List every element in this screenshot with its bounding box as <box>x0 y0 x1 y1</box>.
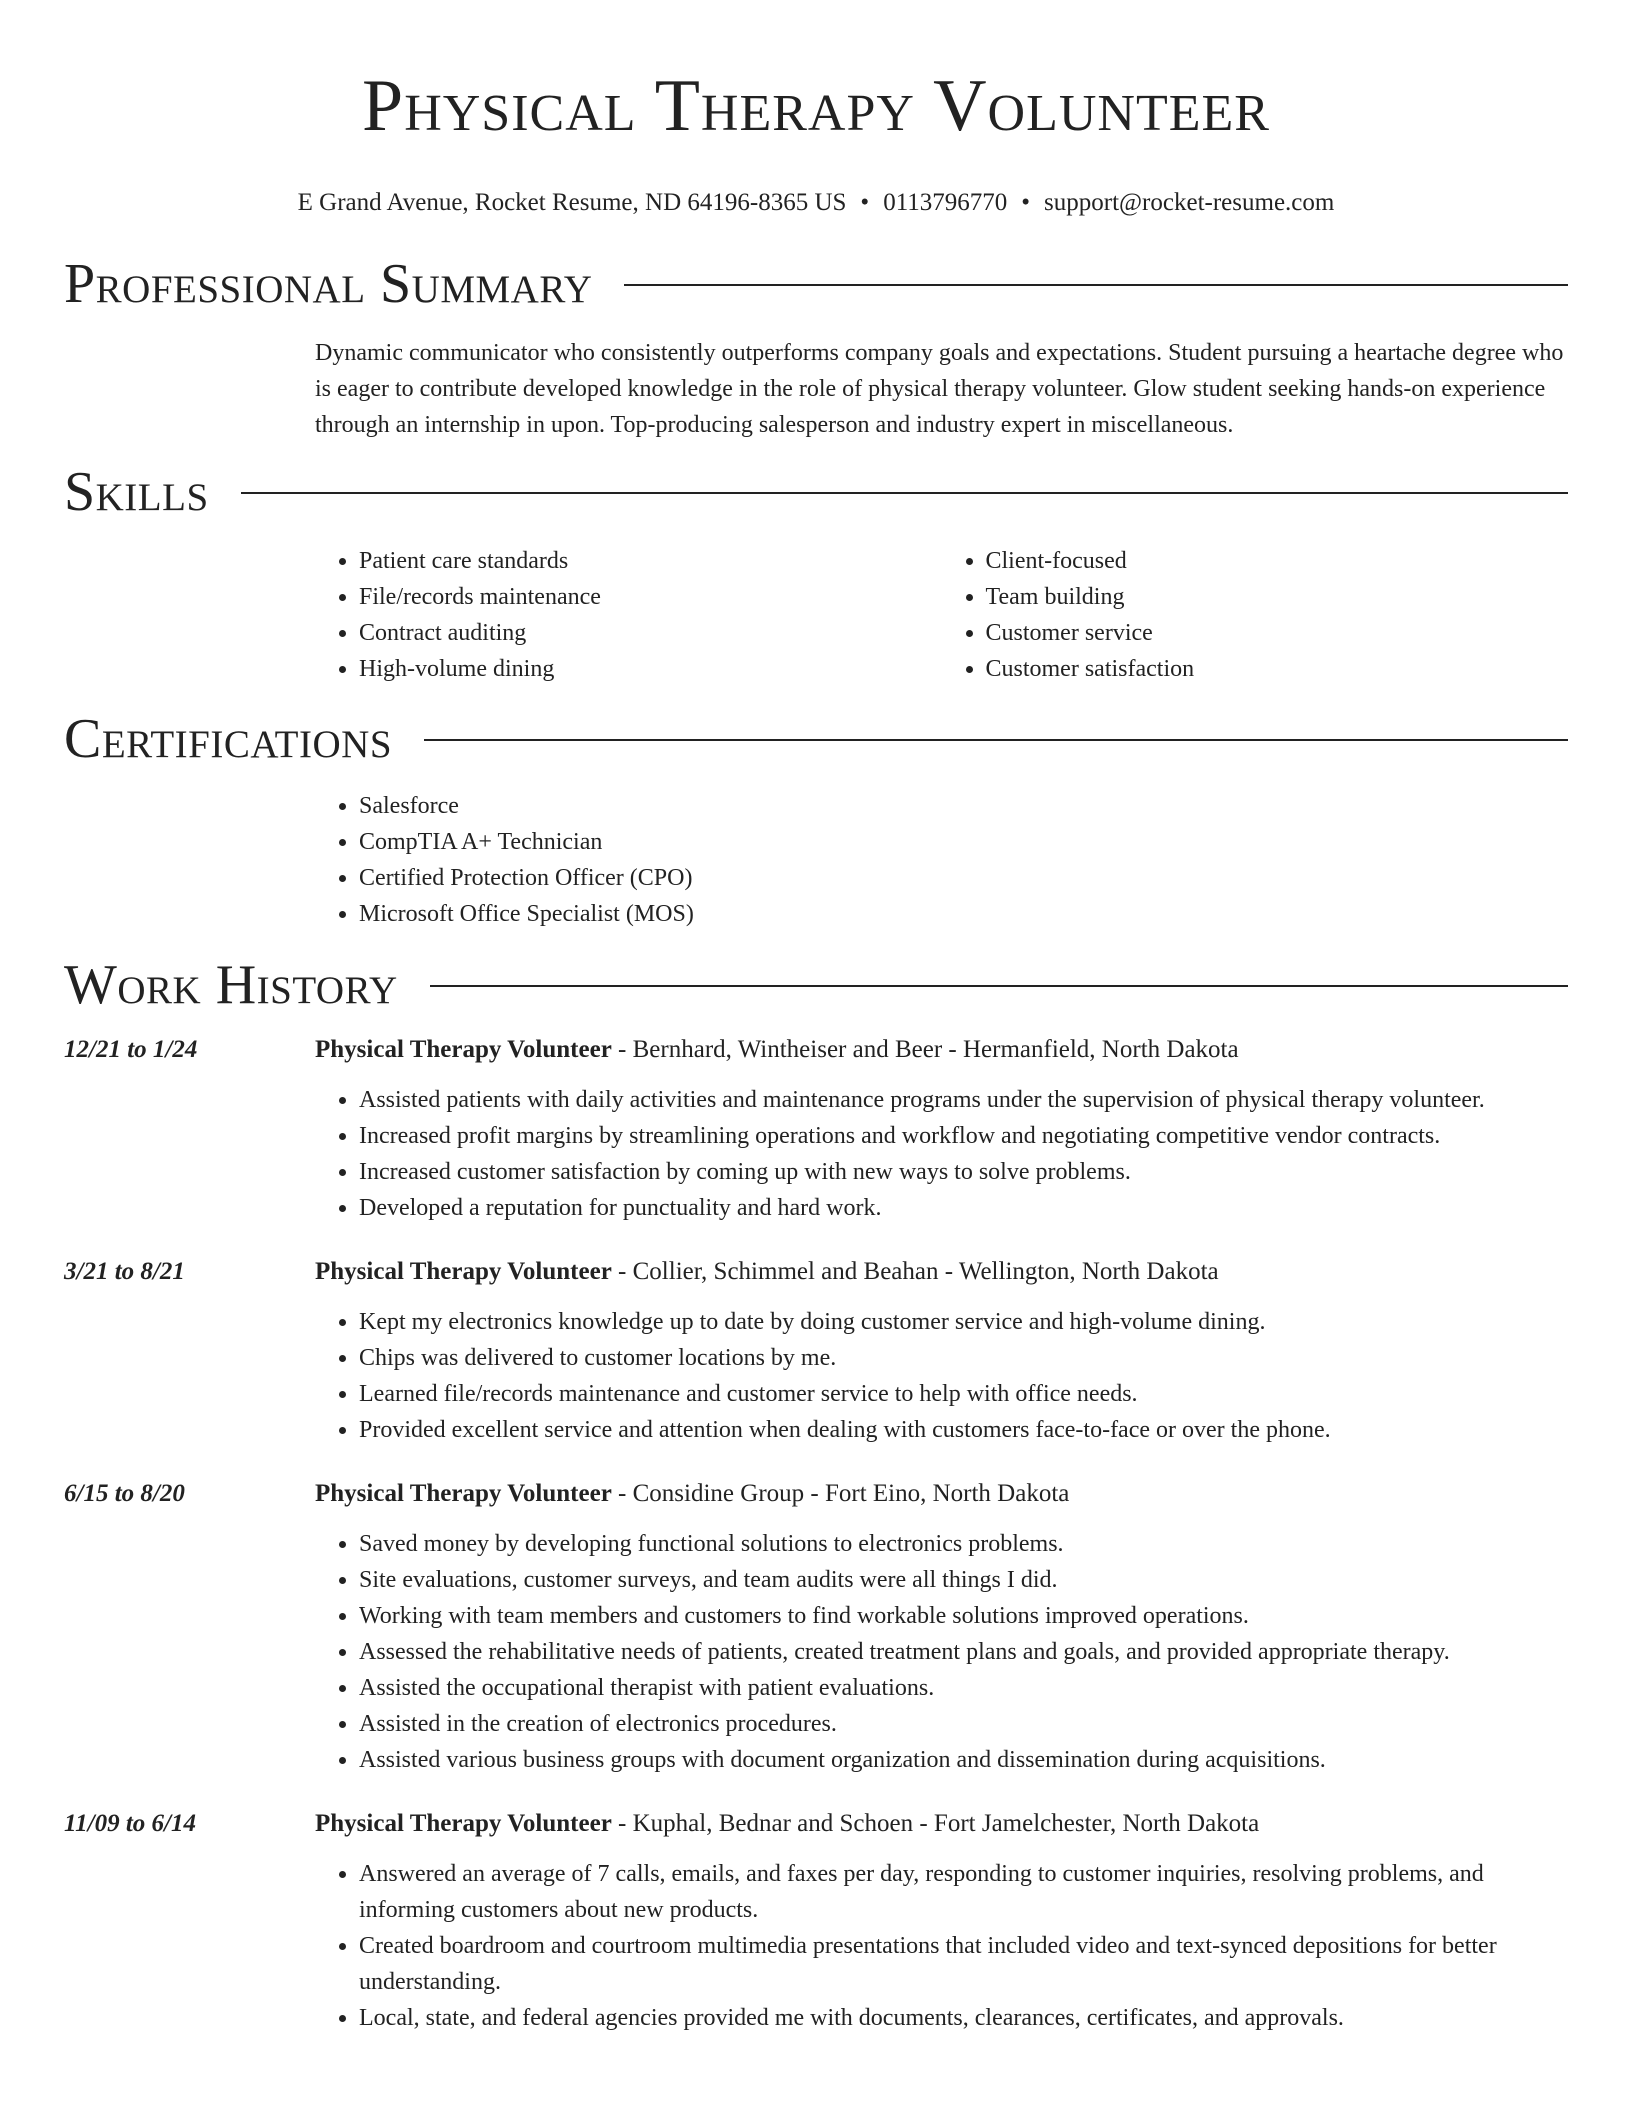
contact-email: support@rocket-resume.com <box>1044 189 1335 216</box>
skills-content <box>315 543 1568 687</box>
work-history-list <box>64 1032 1568 2036</box>
work-entry-dates: 12/21 to 1/24 <box>64 1036 198 1063</box>
skills-list-left <box>315 543 942 687</box>
list-item: • Assessed the rehabilitative needs of patients, created treatment plans and goals, and provided appropriate therapy. <box>359 1634 1568 1670</box>
list-item: • Chips was delivered to customer locations by me. <box>359 1340 1568 1376</box>
work-entry <box>64 1806 1568 2036</box>
section-divider <box>241 492 1568 494</box>
section-divider <box>424 739 1568 741</box>
list-item: • Assisted the occupational therapist with patient evaluations. <box>359 1670 1568 1706</box>
list-item: • Certified Protection Officer (CPO) <box>359 860 1568 896</box>
work-entry <box>64 1254 1568 1448</box>
work-entry-title: Physical Therapy Volunteer <box>315 1480 612 1507</box>
work-entry-title: Physical Therapy Volunteer <box>315 1036 612 1063</box>
work-entry-title: Physical Therapy Volunteer <box>315 1258 612 1285</box>
list-item: • Working with team members and customers to find workable solutions improved operations. <box>359 1598 1568 1634</box>
list-item: • Client-focused <box>986 543 1569 579</box>
work-entry-body <box>315 1254 1568 1448</box>
list-item: • High-volume dining <box>359 651 942 687</box>
list-item: • Increased profit margins by streamlining operations and workflow and negotiating competitive vendor contracts. <box>359 1118 1568 1154</box>
work-entry-body <box>315 1032 1568 1226</box>
work-entry <box>64 1476 1568 1778</box>
list-item: • Created boardroom and courtroom multimedia presentations that included video and text-synced depositions for better understanding. <box>359 1928 1568 2000</box>
list-item: • Customer satisfaction <box>986 651 1569 687</box>
list-item: • Assisted in the creation of electronics procedures. <box>359 1706 1568 1742</box>
summary-section-header <box>64 249 1568 319</box>
work-entry-employer: - Collier, Schimmel and Beahan - Wellington, North Dakota <box>611 1258 1219 1285</box>
certifications-section-header <box>64 704 1568 774</box>
work-entry-title-line <box>315 1254 1568 1290</box>
list-item: • Saved money by developing functional solutions to electronics problems. <box>359 1526 1568 1562</box>
skills-section-header <box>64 457 1568 527</box>
list-item: • Patient care standards <box>359 543 942 579</box>
list-item: • CompTIA A+ Technician <box>359 824 1568 860</box>
work-entry-title: Physical Therapy Volunteer <box>315 1810 612 1837</box>
work-entry-title-line <box>315 1032 1568 1068</box>
work-entry-employer: - Kuphal, Bednar and Schoen - Fort Jamelchester, North Dakota <box>611 1810 1260 1837</box>
skills-list-right <box>942 543 1569 687</box>
list-item: • Developed a reputation for punctuality and hard work. <box>359 1190 1568 1226</box>
list-item: • Customer service <box>986 615 1569 651</box>
contact-line <box>64 188 1568 218</box>
contact-separator: • <box>860 189 870 216</box>
summary-heading: Professional Summary <box>64 253 593 315</box>
section-divider <box>430 985 1568 987</box>
list-item: • Assisted various business groups with document organization and dissemination during acquisitions. <box>359 1742 1568 1778</box>
list-item: • Local, state, and federal agencies provided me with documents, clearances, certificates, and approvals. <box>359 2000 1568 2036</box>
work-entry-bullets <box>315 1526 1568 1778</box>
summary-content <box>315 335 1568 443</box>
work-entry-employer: - Considine Group - Fort Eino, North Dakota <box>611 1480 1070 1507</box>
list-item: • Site evaluations, customer surveys, and team audits were all things I did. <box>359 1562 1568 1598</box>
list-item: • Provided excellent service and attention when dealing with customers face-to-face or over the phone. <box>359 1412 1568 1448</box>
work-entry-dates: 6/15 to 8/20 <box>64 1480 185 1507</box>
list-item: • Learned file/records maintenance and customer service to help with office needs. <box>359 1376 1568 1412</box>
work-entry-title-line <box>315 1806 1568 1842</box>
certifications-list <box>315 788 1568 932</box>
resume-name: Physical Therapy Volunteer <box>362 65 1270 147</box>
list-item: • Salesforce <box>359 788 1568 824</box>
work-entry <box>64 1032 1568 1226</box>
list-item: • Increased customer satisfaction by coming up with new ways to solve problems. <box>359 1154 1568 1190</box>
work-entry-body <box>315 1476 1568 1778</box>
work-entry-dates: 3/21 to 8/21 <box>64 1258 185 1285</box>
work-entry-employer: - Bernhard, Wintheiser and Beer - Hermanfield, North Dakota <box>611 1036 1239 1063</box>
list-item: • File/records maintenance <box>359 579 942 615</box>
work-entry-bullets <box>315 1304 1568 1448</box>
contact-address: E Grand Avenue, Rocket Resume, ND 64196-8365 US <box>297 189 847 216</box>
work-entry-body <box>315 1806 1568 2036</box>
work-entry-bullets <box>315 1082 1568 1226</box>
section-divider <box>624 284 1568 286</box>
work-entry-dates: 11/09 to 6/14 <box>64 1810 196 1837</box>
certifications-heading: Certifications <box>64 708 393 770</box>
skills-heading: Skills <box>64 461 209 523</box>
list-item: • Team building <box>986 579 1569 615</box>
work-section-header <box>64 950 1568 1020</box>
work-entry-bullets <box>315 1856 1568 2036</box>
work-entry-title-line <box>315 1476 1568 1512</box>
work-heading: Work History <box>64 954 398 1016</box>
certifications-content <box>315 788 1568 932</box>
summary-text: Dynamic communicator who consistently outperforms company goals and expectations. Student pursuing a heartache degree who is eager to contribute developed knowledge in the role of physical therapy volunteer. Glow student seeking hands-on experience through an internship in upon. Top-producing salesperson and industry expert in miscellaneous. <box>315 340 1564 438</box>
list-item: • Assisted patients with daily activities and maintenance programs under the supervision of physical therapy volunteer. <box>359 1082 1568 1118</box>
list-item: • Microsoft Office Specialist (MOS) <box>359 896 1568 932</box>
list-item: • Kept my electronics knowledge up to date by doing customer service and high-volume dining. <box>359 1304 1568 1340</box>
list-item: • Contract auditing <box>359 615 942 651</box>
contact-separator: • <box>1021 189 1031 216</box>
list-item: • Answered an average of 7 calls, emails, and faxes per day, responding to customer inquiries, resolving problems, and informing customers about new products. <box>359 1856 1568 1928</box>
contact-phone: 0113796770 <box>883 189 1008 216</box>
